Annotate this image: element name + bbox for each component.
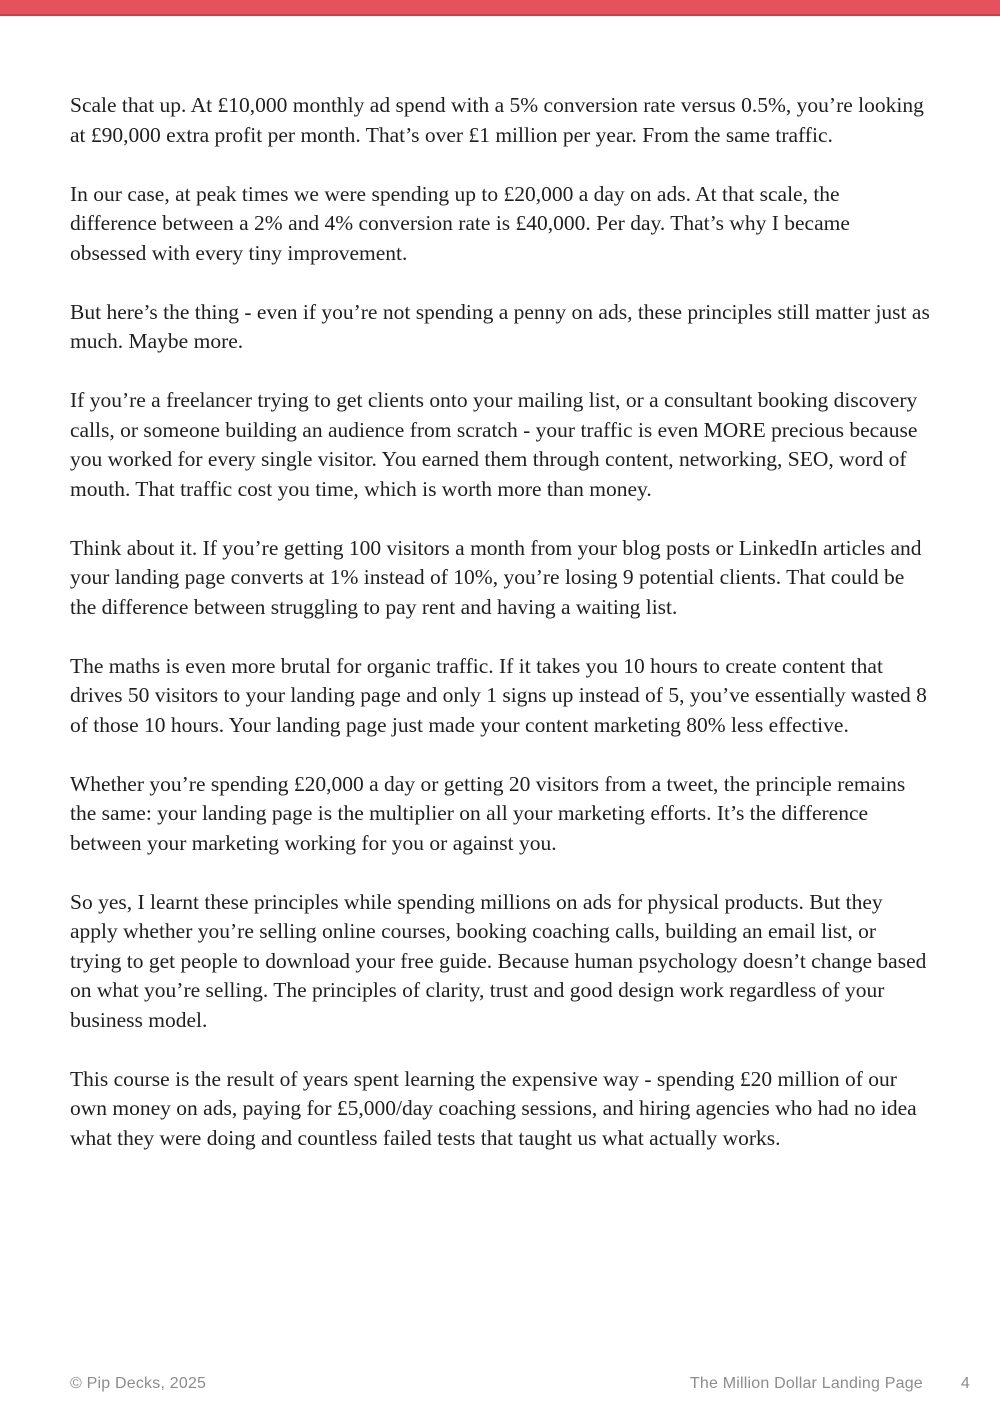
footer-page-number: 4 xyxy=(960,1375,970,1392)
body-paragraph: In our case, at peak times we were spending up to £20,000 a day on ads. At that scale, the difference between a 2% and 4% conversion rate is £40,000. Per day. That’s why I became obsessed with every tiny improvement. xyxy=(70,181,850,265)
body-paragraph: Think about it. If you’re getting 100 visitors a month from your blog posts or LinkedIn articles and your landing page converts at 1% instead of 10%, you’re losing 9 potential clients. That could be the difference between struggling to pay rent and having a waiting list. xyxy=(70,535,922,619)
body-paragraph: The maths is even more brutal for organic traffic. If it takes you 10 hours to create content that drives 50 visitors to your landing page and only 1 signs up instead of 5, you’ve essentially wasted 8 of those 10 hours. Your landing page just made your content marketing 80% less effective. xyxy=(70,653,927,737)
body-paragraph: But here’s the thing - even if you’re not spending a penny on ads, these principles still matter just as much. Maybe more. xyxy=(70,299,930,353)
body-paragraph: If you’re a freelancer trying to get clients onto your mailing list, or a consultant booking discovery calls, or someone building an audience from scratch - your traffic is even MORE precious because you worked for every single visitor. You earned them through content, networking, SEO, word of mouth. That traffic cost you time, which is worth more than money. xyxy=(70,388,918,501)
page-footer xyxy=(0,1375,1000,1393)
footer-right-group xyxy=(690,1375,970,1393)
footer-copyright: © Pip Decks, 2025 xyxy=(70,1375,207,1392)
body-paragraph: So yes, I learnt these principles while spending millions on ads for physical products. But they apply whether you’re selling online courses, booking coaching calls, building an email list, or trying to get people to download your free guide. Because human psychology doesn’t change based on what you’re selling. The principles of clarity, trust and good design work regardless of your business model. xyxy=(70,889,927,1032)
body-paragraph: Whether you’re spending £20,000 a day or getting 20 visitors from a tweet, the principle remains the same: your landing page is the multiplier on all your marketing efforts. It’s the difference between your marketing working for you or against you. xyxy=(70,771,906,855)
body-paragraph: Scale that up. At £10,000 monthly ad spend with a 5% conversion rate versus 0.5%, you’re looking at £90,000 extra profit per month. That’s over £1 million per year. From the same traffic. xyxy=(70,93,924,147)
footer-document-title: The Million Dollar Landing Page xyxy=(689,1375,923,1392)
body-paragraph: This course is the result of years spent learning the expensive way - spending £20 million of our own money on ads, paying for £5,000/day coaching sessions, and hiring agencies who had no idea what they were doing and countless failed tests that taught us what actually works. xyxy=(70,1066,917,1150)
top-accent-bar xyxy=(0,0,1000,17)
page-body xyxy=(0,17,1000,1153)
